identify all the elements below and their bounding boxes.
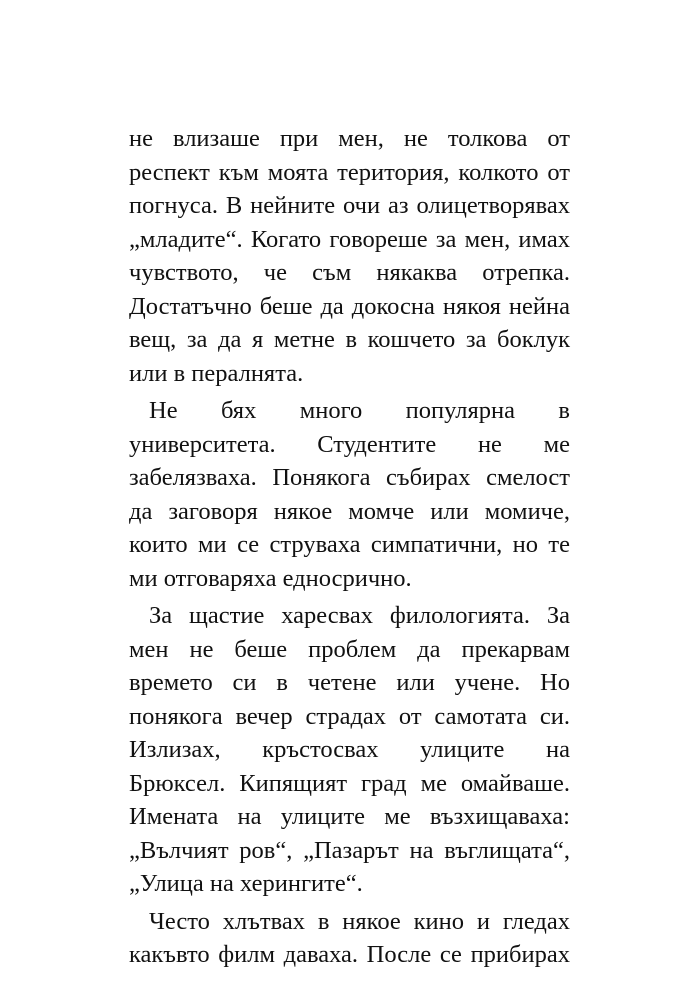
text-line: „Улица на херингите“.: [129, 870, 363, 897]
text-line: Често хлътвах в някое кино и гледах: [149, 907, 570, 935]
text-line: ми отговаряха едносрично.: [129, 564, 412, 592]
text-line: „Вълчият ров“, „Пазарът на въглищата“,: [129, 836, 570, 864]
text-line: които ми се струваха симпатични, но те: [129, 531, 570, 558]
text-line: вещ, за да я метне в кошчето за боклук: [129, 326, 570, 353]
text-line: или в пералнята.: [129, 359, 304, 387]
text-line: не влизаше при мен, не толкова от: [129, 125, 570, 152]
text-line: погнуса. В нейните очи аз олицетворявах: [129, 192, 570, 219]
paragraph: [129, 905, 570, 972]
text-line: забелязваха. Понякога събирах смелост: [129, 464, 570, 491]
text-line: Достатъчно беше да докосна някоя нейна: [129, 292, 570, 320]
text-line: чувството, че съм някаква отрепка.: [129, 259, 570, 286]
text-line: какъвто филм даваха. После се прибирах: [129, 941, 570, 968]
paragraph: [129, 599, 570, 901]
text-line: Брюксел. Кипящият град ме омайваше.: [129, 769, 570, 797]
text-line: Излизах, кръстосвах улиците на: [129, 736, 570, 763]
text-line: „младите“. Когато говореше за мен, имах: [129, 225, 570, 253]
text-line: Не бях много популярна в: [149, 397, 570, 424]
text-line: мен не беше проблем да прекарвам: [129, 635, 570, 663]
text-line: За щастие харесвах филологията. За: [149, 602, 570, 629]
text-line: времето си в четене или учене. Но: [129, 669, 570, 696]
text-line: респект към моята територия, колкото от: [129, 158, 570, 186]
paragraph: [129, 394, 570, 595]
body-text: [129, 122, 570, 972]
text-line: понякога вечер страдах от самотата си.: [129, 702, 570, 730]
paragraph: [129, 122, 570, 390]
text-line: университета. Студентите не ме: [129, 430, 570, 458]
text-line: Имената на улиците ме възхищаваха:: [129, 803, 570, 830]
text-line: да заговоря някое момче или момиче,: [129, 497, 570, 525]
